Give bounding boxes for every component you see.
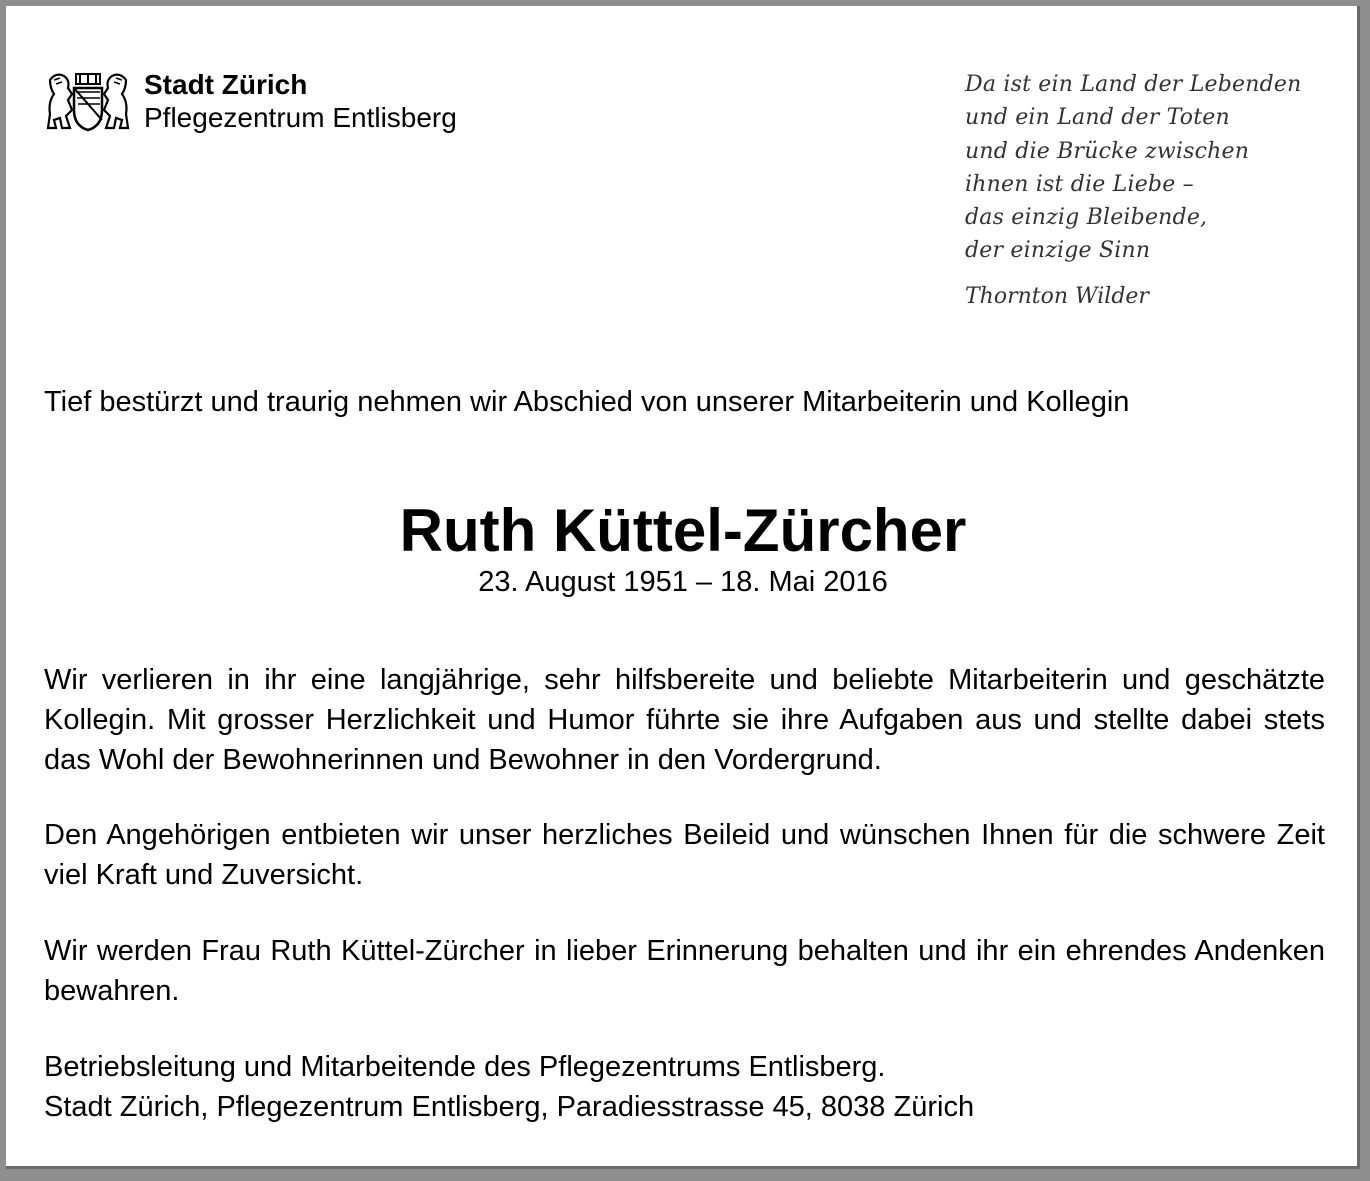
paragraph-condolence: Den Angehörigen entbieten wir unser herzliches Beileid und wünschen Ihnen für die schwere Zeit viel Kraft und Zuversicht. (44, 819, 1325, 891)
poem-author: Thornton Wilder (965, 284, 1149, 309)
org-unit: Pflegezentrum Entlisberg (144, 102, 457, 133)
obituary-page (6, 6, 1360, 1169)
poem-line: der einzige Sinn (965, 238, 1151, 264)
organization-header (144, 68, 457, 134)
poem-line: und die Brücke zwischen (965, 138, 1250, 164)
poem-quote (965, 68, 1301, 268)
paragraph-tribute: Wir verlieren in ihr eine langjährige, sehr hilfsbereite und beliebte Mitarbeiterin und geschätzte Kollegin. Mit grosser Herzlichkeit und Humor führte sie ihre Aufgaben aus und stellte dabei stets das Wohl der Bewohnerinnen und Bewohner in den Vordergrund. (44, 664, 1325, 776)
signature-line: Betriebsleitung und Mitarbeitende des Pflegezentrums Entlisberg. (44, 1051, 886, 1083)
deceased-name: Ruth Küttel-Zürcher (399, 497, 967, 564)
poem-line: das einzig Bleibende, (965, 205, 1208, 231)
zurich-coat-of-arms-icon (46, 70, 130, 132)
poem-line: ihnen ist die Liebe – (965, 171, 1194, 197)
poem-line: und ein Land der Toten (965, 105, 1230, 131)
intro-text: Tief bestürzt und traurig nehmen wir Abschied von unserer Mitarbeiterin und Kollegin (44, 386, 1130, 418)
life-dates: 23. August 1951 – 18. Mai 2016 (478, 566, 888, 598)
paragraph-remembrance: Wir werden Frau Ruth Küttel-Zürcher in lieber Erinnerung behalten und ihr ein ehrendes Andenken bewahren. (44, 935, 1325, 1007)
address-line: Stadt Zürich, Pflegezentrum Entlisberg, Paradiesstrasse 45, 8038 Zürich (44, 1091, 975, 1123)
org-name: Stadt Zürich (144, 69, 308, 100)
poem-line: Da ist ein Land der Lebenden (965, 72, 1302, 97)
